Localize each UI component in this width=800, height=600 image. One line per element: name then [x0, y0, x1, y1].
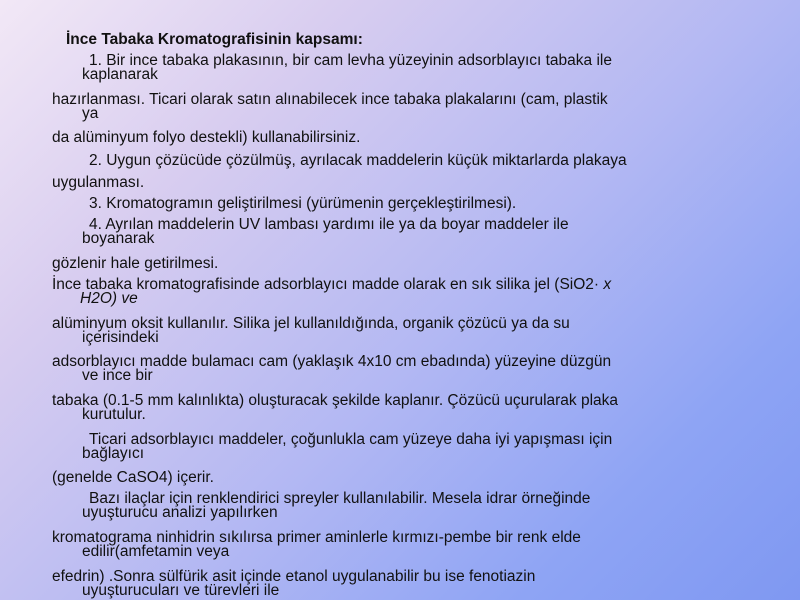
- text-line: tabaka (0.1-5 mm kalınlıkta) oluşturacak şekilde kaplanır. Çözücü uçurularak plaka: [52, 392, 619, 409]
- text-line: İnce tabaka kromatografisinde adsorblayıcı madde olarak en sık silika jel (SiO2· x: [52, 276, 612, 293]
- text-line: efedrin) .Sonra sülfürik asit içinde etanol uygulanabilir bu ise fenotiazin: [52, 568, 536, 585]
- text-line: kurutulur.: [82, 406, 146, 423]
- text-line: (genelde CaSO4) içerir.: [52, 469, 214, 486]
- paragraph-alumina: [52, 317, 570, 345]
- paragraph-step-1: [82, 52, 612, 83]
- text-line: Bazı ilaçlar için renklendirici spreyler kullanılabilir. Mesela idrar örneğinde: [89, 490, 591, 507]
- paragraph-step-3: 3. Kromatogramın geliştirilmesi (yürümenin gerçekleştirilmesi).: [89, 195, 517, 212]
- text-line: kromatograma ninhidrin sıkılırsa primer aminlerle kırmızı-pembe bir renk elde: [52, 529, 581, 546]
- text-line: H2O) ve: [80, 290, 138, 307]
- text-line: 4. Ayrılan maddelerin UV lambası yardımı ile ya da boyar maddeler ile: [89, 216, 569, 233]
- paragraph-step-2: 2. Uygun çözücüde çözülmüş, ayrılacak maddelerin küçük miktarlarda plakaya: [89, 152, 627, 169]
- paragraph-sprays: [82, 490, 591, 521]
- text-line: gözlenir hale getirilmesi.: [52, 255, 219, 272]
- text-line: edilir(amfetamin veya: [82, 543, 230, 560]
- paragraph-layer: [52, 394, 618, 422]
- text-line: Ticari adsorblayıcı maddeler, çoğunlukla cam yüzeye daha iyi yapışması için: [89, 431, 613, 448]
- text-line: kaplanarak: [82, 66, 158, 83]
- paragraph-slurry: [52, 355, 611, 383]
- paragraph-step-1-cont: [52, 93, 608, 121]
- paragraph-step-4: [82, 216, 569, 247]
- paragraph-ninhydrin: [52, 531, 581, 559]
- text-line: uyuşturucuları ve türevleri ile: [82, 582, 280, 599]
- slide-title: İnce Tabaka Kromatografisinin kapsamı:: [66, 31, 363, 48]
- text-line: içerisindeki: [82, 329, 159, 346]
- paragraph-ephedrine: [52, 570, 535, 598]
- text-line: uygulanması.: [52, 174, 145, 191]
- text-line: boyanarak: [82, 230, 155, 247]
- text-line: hazırlanması. Ticari olarak satın alınabilecek ince tabaka plakalarını (cam, plastik: [52, 91, 608, 108]
- text-line: adsorblayıcı madde bulamacı cam (yaklaşık 4x10 cm ebadında) yüzeyine düzgün: [52, 353, 612, 370]
- text-line: bağlayıcı: [82, 445, 145, 462]
- text-line: uyuşturucu analizi yapılırken: [82, 504, 278, 521]
- text-line: ve ince bir: [82, 367, 153, 384]
- text-line: alüminyum oksit kullanılır. Silika jel kullanıldığında, organik çözücü ya da su: [52, 315, 570, 332]
- text-line: da alüminyum folyo destekli) kullanabilirsiniz.: [52, 129, 361, 146]
- paragraph-binder: [82, 431, 613, 462]
- text-line: ya: [82, 105, 99, 122]
- paragraph-silica: [52, 278, 611, 306]
- text-line: 1. Bir ince tabaka plakasının, bir cam levha yüzeyinin adsorblayıcı tabaka ile: [89, 52, 612, 69]
